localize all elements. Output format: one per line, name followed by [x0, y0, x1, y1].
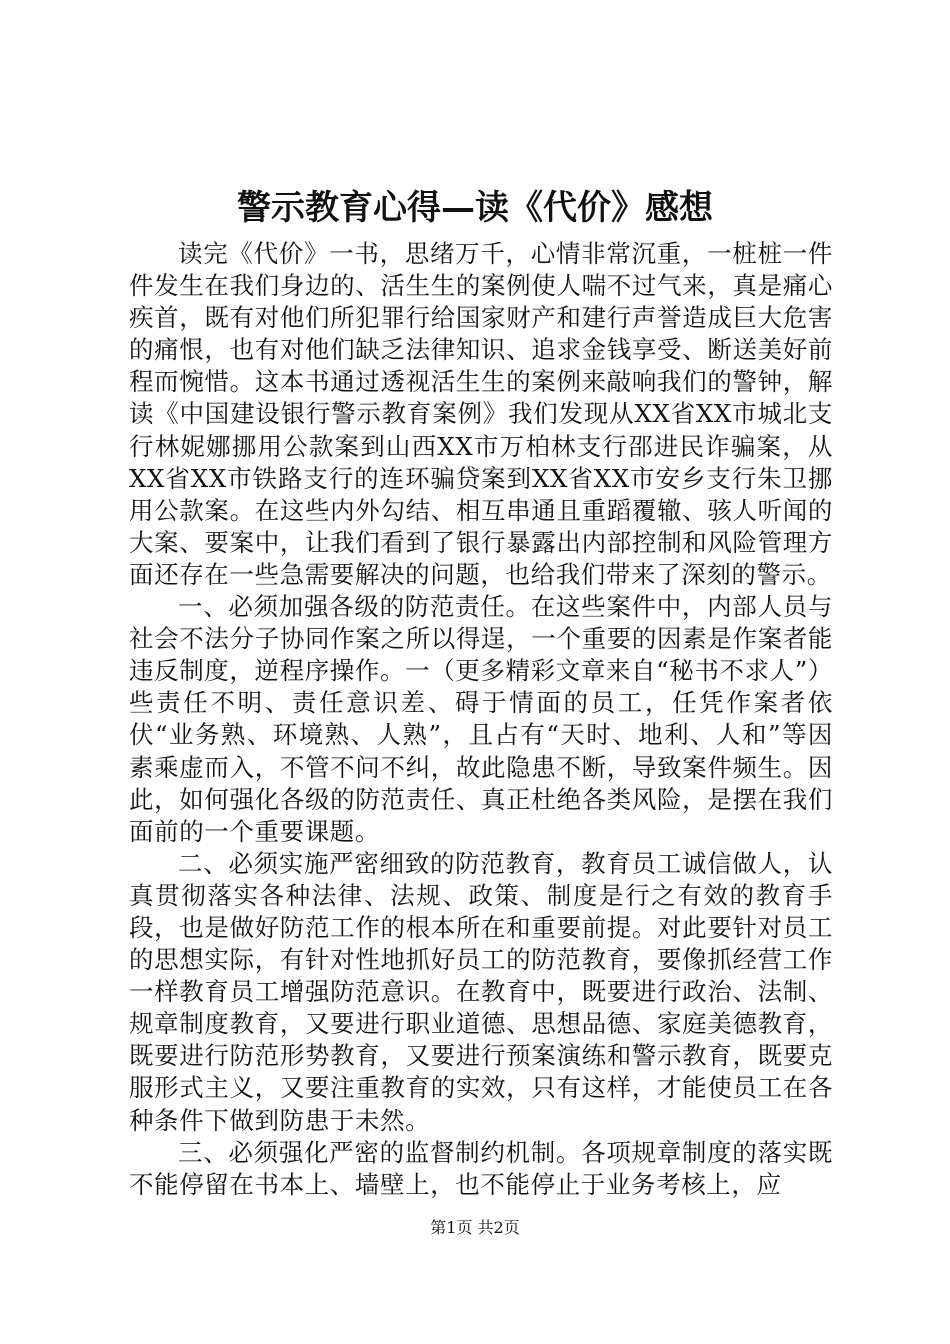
document-body	[129, 238, 833, 1201]
paragraph-point-three: 三、必须强化严密的监督制约机制。各项规章制度的落实既不能停留在书本上、墙壁上，也不能停止于业务考核上，应	[129, 1137, 833, 1199]
paragraph-point-one: 一、必须加强各级的防范责任。在这些案件中，内部人员与社会不法分子协同作案之所以得逞，一个重要的因素是作案者能违反制度，逆程序操作。一（更多精彩文章来自“秘书不求人”）些责任不明、责任意识差、碍于情面的员工，任凭作案者依伏“业务熟、环境熟、人熟”，且占有“天时、地利、人和”等因素乘虚而入，不管不问不纠，故此隐患不断，导致案件频生。因此，如何强化各级的防范责任、真正杜绝各类风险，是摆在我们面前的一个重要课题。	[129, 592, 833, 846]
paragraph-intro: 读完《代价》一书，思绪万千，心情非常沉重，一桩桩一件件发生在我们身边的、活生生的案例使人喘不过气来，真是痛心疾首，既有对他们所犯罪行给国家财产和建行声誉造成巨大危害的痛恨，也有对他们缺乏法律知识、追求金钱享受、断送美好前程而惋惜。这本书通过透视活生生的案例来敲响我们的警钟，解读《中国建设银行警示教育案例》我们发现从XX省XX市城北支行林妮娜挪用公款案到山西XX市万柏林支行邵进民诈骗案，从XX省XX市铁路支行的连环骗贷案到XX省XX市安乡支行朱卫挪用公款案。在这些内外勾结、相互串通且重蹈覆辙、骇人听闻的大案、要案中，让我们看到了银行暴露出内部控制和风险管理方面还存在一些急需要解决的问题，也给我们带来了深刻的警示。	[129, 239, 833, 589]
paragraph-point-two: 二、必须实施严密细致的防范教育，教育员工诚信做人，认真贯彻落实各种法律、法规、政策、制度是行之有效的教育手段，也是做好防范工作的根本所在和重要前提。对此要针对员工的思想实际，有针对性地抓好员工的防范教育，要像抓经营工作一样教育员工增强防范意识。在教育中，既要进行政治、法制、规章制度教育，又要进行职业道德、思想品德、家庭美德教育，既要进行防范形势教育，又要进行预案演练和警示教育，既要克服形式主义，又要注重教育的实效，只有这样，才能使员工在各种条件下做到防患于未然。	[129, 848, 833, 1135]
document-title: 警示教育心得—读《代价》感想	[237, 188, 713, 228]
page-number-footer: 第1页 共2页	[430, 1218, 520, 1237]
